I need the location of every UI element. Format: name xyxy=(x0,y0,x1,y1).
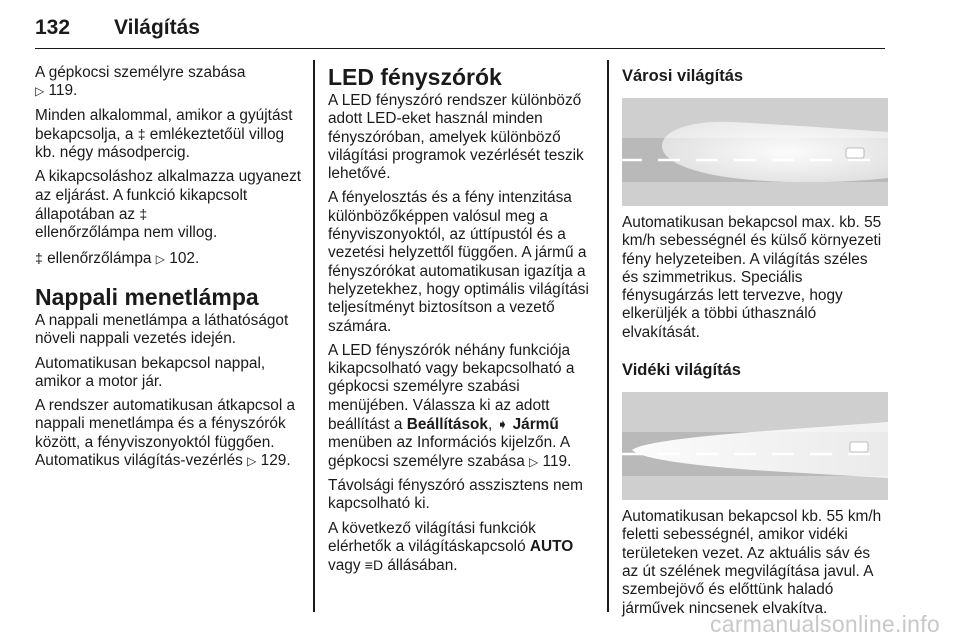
page-reference[interactable]: 102. xyxy=(169,249,200,267)
menu-arrow-icon: ➧ xyxy=(496,416,509,433)
reference-arrow-icon: ▷ xyxy=(35,84,45,99)
indicator-lamp-icon: ‡ xyxy=(137,125,146,142)
section-heading: Nappali menetlámpa xyxy=(35,283,259,310)
watermark: carmanualsonline.info xyxy=(709,611,940,637)
page-number: 132 xyxy=(35,16,71,39)
paragraph: Távolsági fényszóró asszisztens nem kapcsolható ki. xyxy=(328,476,583,513)
reference-arrow-icon: ▷ xyxy=(529,454,539,469)
indicator-lamp-icon: ‡ xyxy=(139,206,148,223)
page-reference[interactable]: 119. xyxy=(48,82,78,100)
chapter-title: Világítás xyxy=(114,16,200,39)
paragraph: Automatikusan bekapcsol kb. 55 km/h feletti sebességnél, amikor vidéki területeken vezet. Az aktuális sáv és az út szélének megvilágítása javul. A szembejövő és előttünk haladó járművek nincsenek elvakítva. xyxy=(622,508,882,617)
paragraph: A gépkocsi személyre szabása ▷ 119. xyxy=(35,64,246,100)
paragraph: Automatikusan bekapcsol max. kb. 55 km/h sebességnél és külső környezeti fény helyzeteiben. A világítás széles és szimmetrikus. Speciális fénysugárzás lett tervezve, hogy elkerüljék a többi úthasználó elvakítását. xyxy=(622,214,882,341)
column-left xyxy=(35,64,303,476)
paragraph: Minden alkalommal, amikor a gyújtást bekapcsolja, a ‡ emlékeztetőül villog kb. négy másodpercig. xyxy=(35,106,293,162)
country-lighting-illustration xyxy=(622,392,888,500)
menu-item-vehicle: Jármű xyxy=(512,416,559,434)
paragraph: A rendszer automatikusan átkapcsol a nappali menetlámpa és a fényszórók között, a fényviszonyoktól függően. Automatikus világítás-vezérlés ▷ 129. xyxy=(35,397,296,470)
indicator-lamp-icon: ‡ xyxy=(35,249,43,266)
reference-arrow-icon: ▷ xyxy=(155,251,165,266)
paragraph: A fényelosztás és a fény intenzitása különbözőképpen valósul meg a fényviszonyoktól, az úttípustól és a vezetési helyzettől függően. A jármű a fényszórókat automatikusan igazítja a helyzetekhez, hogy optimális világítási teljesítményt biztosítson a vezető számára. xyxy=(328,189,589,335)
subsection-heading: Vidéki világítás xyxy=(622,361,741,380)
page-header xyxy=(35,14,885,49)
section-heading: LED fényszórók xyxy=(328,64,502,90)
town-lighting-illustration xyxy=(622,98,888,206)
headlight-icon: ≡D xyxy=(364,557,384,574)
subsection-heading: Városi világítás xyxy=(622,67,744,85)
paragraph: A következő világítási funkciók elérhetők a világításkapcsoló AUTO vagy ≡D állásában. xyxy=(328,519,574,575)
menu-item-settings: Beállítások xyxy=(406,416,488,434)
page-reference[interactable]: 119. xyxy=(542,452,572,470)
auto-label: AUTO xyxy=(529,537,574,555)
paragraph: A LED fényszórók néhány funkciója kikapcsolható vagy bekapcsolható a gépkocsi személyre szabási menüjében. Válassza ki az adott beállítást a Beállítások, ➧ Jármű menüben az Információs kijelzőn. A gépkocsi személyre szabása ▷ 119. xyxy=(328,341,575,470)
paragraph: Automatikusan bekapcsol nappal, amikor a motor jár. xyxy=(35,354,266,390)
column-middle xyxy=(328,64,596,581)
paragraph: A nappali menetlámpa a láthatóságot növeli nappali vezetés idején. xyxy=(35,311,289,348)
reference-arrow-icon: ▷ xyxy=(247,454,257,469)
paragraph: A LED fényszóró rendszer különböző adott LED-eket használ minden fényszóróban, amelyek különböző világítási programok vezérlését teszik lehetővé. xyxy=(328,92,584,183)
page-reference[interactable]: 129. xyxy=(260,452,291,470)
column-divider xyxy=(313,60,315,612)
column-divider xyxy=(607,60,609,612)
paragraph: A kikapcsoláshoz alkalmazza ugyanezt az eljárást. A funkció kikapcsolt állapotában az ‡ ellenőrzőlámpa nem villog. xyxy=(35,168,302,242)
column-right xyxy=(622,64,888,624)
paragraph: ‡ ellenőrzőlámpa ▷ 102. xyxy=(35,249,200,267)
